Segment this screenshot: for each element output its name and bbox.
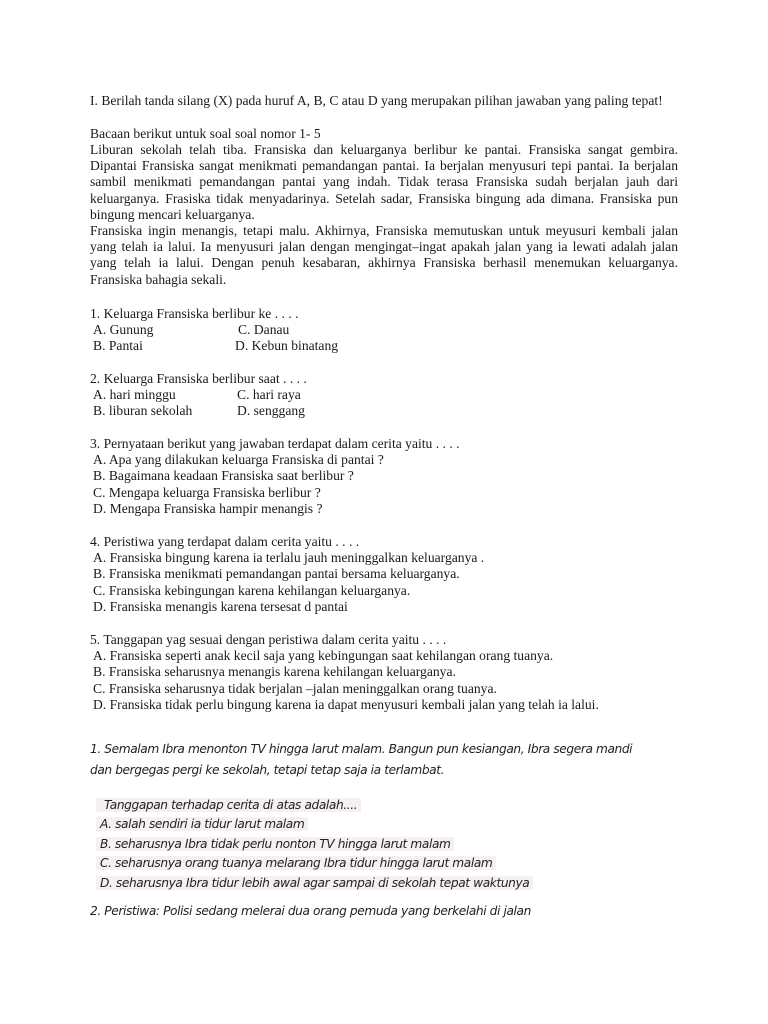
option-a: A. salah sendiri ia tidur larut malam (96, 817, 308, 831)
option-b: B. liburan sekolah (93, 403, 193, 419)
option-row (90, 387, 690, 403)
reading-passage (90, 142, 678, 288)
story-line-1: 1. Semalam Ibra menonton TV hingga larut malam. Bangun pun kesiangan, Ibra segera mandi (90, 742, 633, 756)
question-stem: 4. Peristiwa yang terdapat dalam cerita yaitu . . . . (90, 534, 360, 549)
option-a: A. Fransiska seperti anak kecil saja yang kebingungan saat kehilangan orang tuanya. (93, 648, 554, 664)
handwritten-question-2 (90, 901, 531, 922)
option-b: B. Fransiska menikmati pemandangan pantai bersama keluarganya. (93, 566, 460, 582)
question-5 (90, 632, 690, 713)
option-row (90, 338, 690, 354)
option-d: D. Mengapa Fransiska hampir menangis ? (93, 500, 323, 516)
option-d: D. senggang (237, 403, 305, 419)
option-c: C. Fransiska seharusnya tidak berjalan –jalan meninggalkan orang tuanya. (93, 680, 497, 696)
question-stem: 3. Pernyataan berikut yang jawaban terdapat dalam cerita yaitu . . . . (90, 436, 460, 451)
question-4 (90, 534, 690, 615)
reading-paragraph-2: Fransiska ingin menangis, tetapi malu. Akhirnya, Fransiska memutuskan untuk meyusuri kembali jalan yang telah ia lalui. Ia menyusuri jalan dengan mengingat–ingat apakah jalan yang ia lewati adalah jalan yang telah ia lalui. Dengan penuh kesabaran, akhirnya Fransiska berhasil menemukan keluarganya. Fransiska bahagia sekali. (90, 223, 678, 287)
question-prompt: Tanggapan terhadap cerita di atas adalah.... (96, 798, 361, 812)
option-b: B. Pantai (93, 338, 143, 354)
question-3 (90, 436, 690, 517)
option-b: B. seharusnya Ibra tidak perlu nonton TV hingga larut malam (96, 837, 454, 851)
handwritten-question-1-story (90, 739, 632, 781)
option-a: A. hari minggu (93, 387, 176, 403)
question-2-event: 2. Peristiwa: Polisi sedang melerai dua orang pemuda yang berkelahi di jalan (90, 904, 531, 918)
question-2 (90, 371, 690, 420)
instruction-text: I. Berilah tanda silang (X) pada huruf A, B, C atau D yang merupakan pilihan jawaban yang paling tepat! (90, 93, 663, 108)
question-stem: 1. Keluarga Fransiska berlibur ke . . . . (90, 306, 299, 321)
option-b: B. Bagaimana keadaan Fransiska saat berlibur ? (93, 468, 354, 484)
option-d: D. Fransiska menangis karena tersesat d pantai (93, 598, 348, 614)
option-row (90, 322, 690, 338)
option-d: D. Fransiska tidak perlu bingung karena ia dapat menyusuri kembali jalan yang telah ia lalui. (93, 696, 599, 712)
reading-title: Bacaan berikut untuk soal soal nomor 1- 5 (90, 126, 321, 141)
option-a: A. Fransiska bingung karena ia terlalu jauh meninggalkan keluarganya . (93, 550, 485, 566)
option-c: C. Mengapa keluarga Fransiska berlibur ? (93, 484, 321, 500)
reading-paragraph-1: Liburan sekolah telah tiba. Fransiska dan keluarganya berlibur ke pantai. Fransiska sangat gembira. Dipantai Fransiska sangat menikmati pemandangan pantai. Ia berjalan menyusuri tepi pantai. Ia berjalan sambil menikmati pemandangan pantai yang indah. Tidak terasa Fransiska sudah berjalan jauh dari keluarganya. Frasiska tidak menyadarinya. Setelah sadar, Fransiska bingung ada dimana. Fransiska pun bingung mencari keluarganya. (90, 142, 678, 222)
option-c: C. hari raya (237, 387, 301, 403)
option-d: D. Kebun binatang (235, 338, 339, 354)
option-c: C. seharusnya orang tuanya melarang Ibra tidur hingga larut malam (96, 856, 496, 870)
option-c: C. Fransiska kebingungan karena kehilangan keluarganya. (93, 582, 411, 598)
handwritten-question-1-options (96, 796, 533, 893)
question-stem: 2. Keluarga Fransiska berlibur saat . . . . (90, 371, 307, 386)
option-a: A. Apa yang dilakukan keluarga Fransiska di pantai ? (93, 452, 384, 468)
option-b: B. Fransiska seharusnya menangis karena kehilangan keluarganya. (93, 664, 456, 680)
option-a: A. Gunung (93, 322, 154, 338)
question-1 (90, 306, 690, 355)
story-line-2: dan bergegas pergi ke sekolah, tetapi tetap saja ia terlambat. (90, 763, 445, 777)
option-d: D. seharusnya Ibra tidur lebih awal agar sampai di sekolah tepat waktunya (96, 876, 533, 890)
question-stem: 5. Tanggapan yag sesuai dengan peristiwa dalam cerita yaitu . . . . (90, 632, 447, 647)
option-row (90, 403, 690, 419)
option-c: C. Danau (238, 322, 290, 338)
